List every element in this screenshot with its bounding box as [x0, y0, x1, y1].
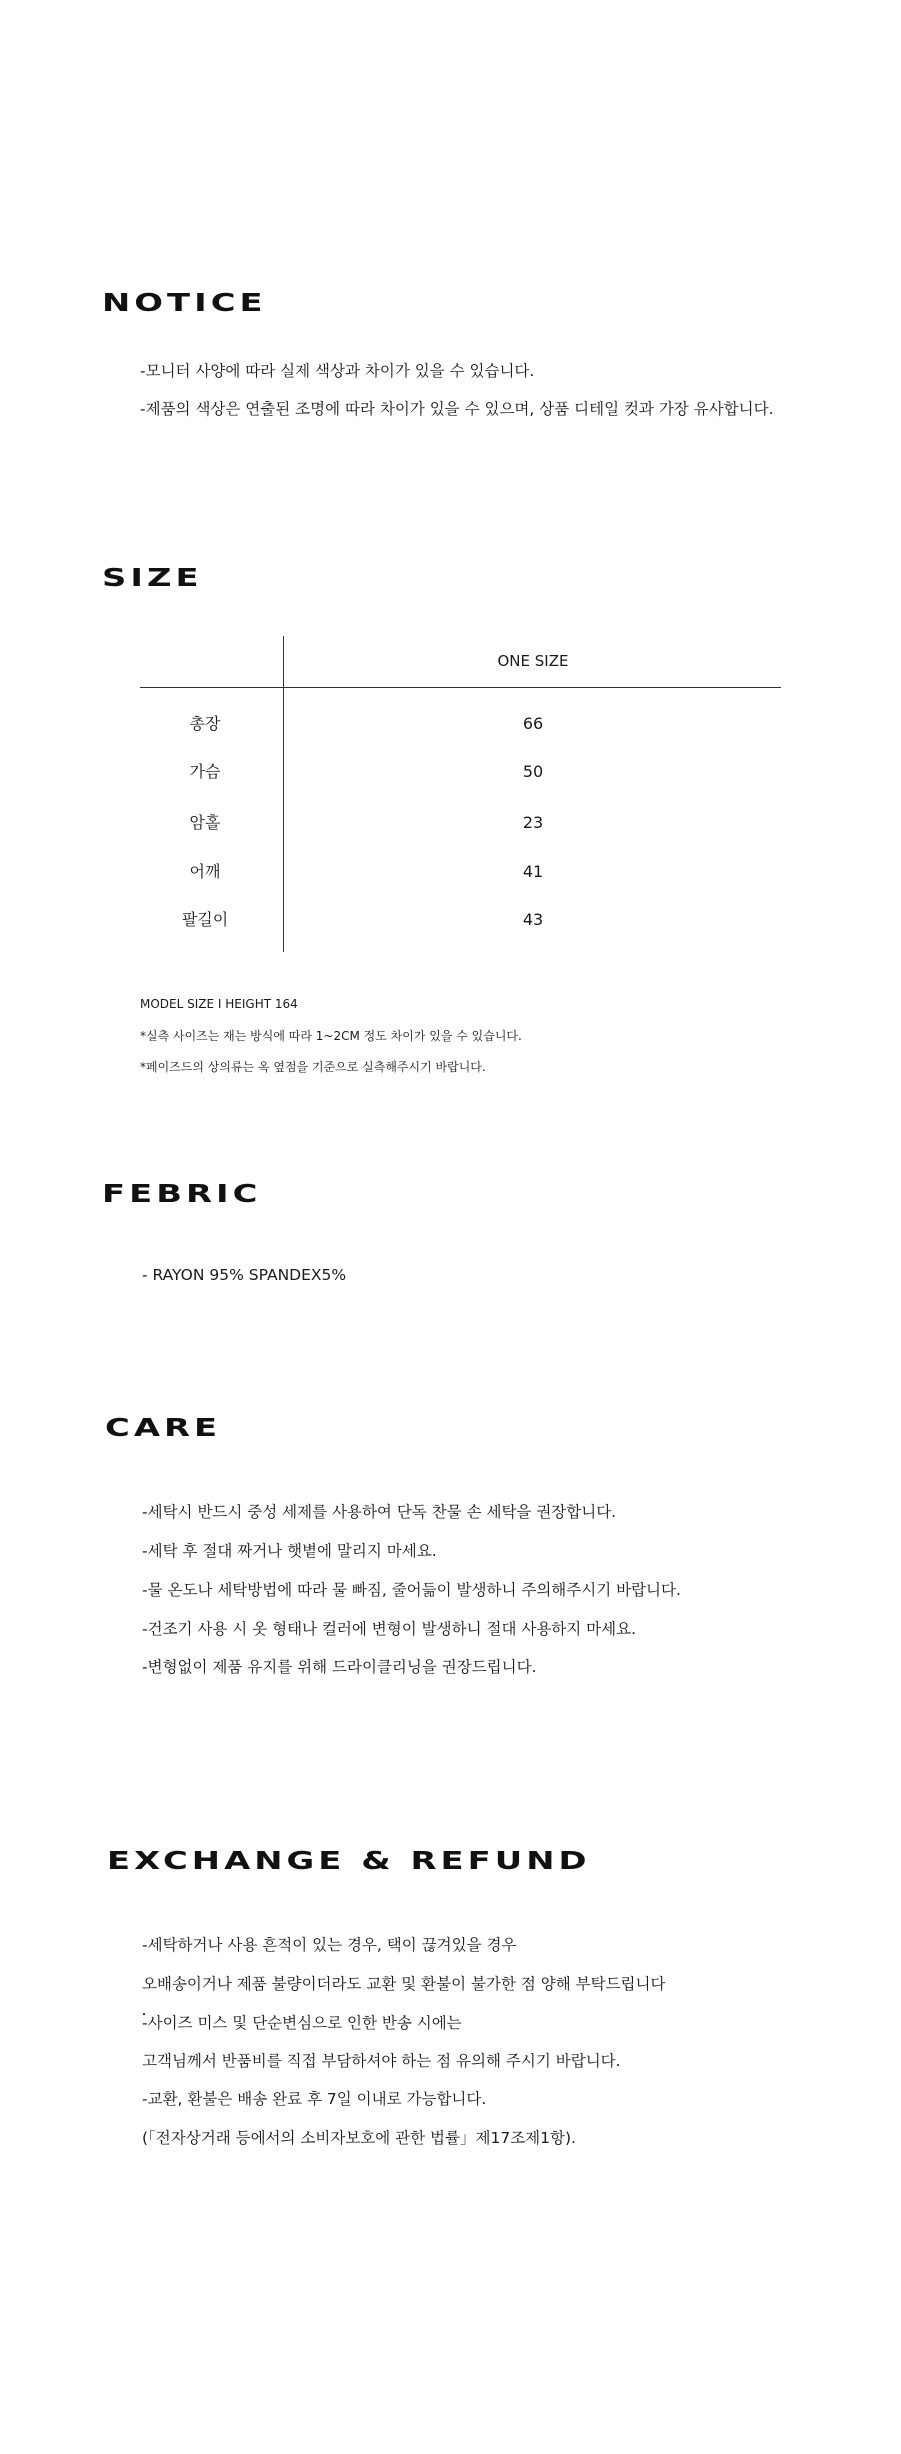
exchange-line: -교환, 환불은 배송 완료 후 7일 이내로 가능합니다.: [142, 2090, 487, 2108]
size-row-value: 66: [522, 714, 544, 733]
notice-title: NOTICE: [102, 288, 267, 317]
care-line: -물 온도나 세탁방법에 따라 물 빠짐, 줄어듦이 발생하니 주의해주시기 바랍니다.: [142, 1581, 681, 1599]
measuring-method-note: *페이즈드의 상의류는 옥 옆점을 기준으로 실측해주시기 바랍니다.: [140, 1060, 486, 1074]
care-line: -세탁 후 절대 짜거나 햇볕에 말리지 마세요.: [142, 1542, 437, 1560]
fabric-composition: - RAYON 95% SPANDEX5%: [142, 1266, 347, 1284]
size-row-label: 가슴: [189, 762, 221, 781]
size-row-label: 팔길이: [181, 910, 229, 929]
model-size-note: MODEL SIZE I HEIGHT 164: [140, 997, 298, 1011]
size-row-label: 어깨: [189, 862, 221, 881]
exchange-line: -세탁하거나 사용 흔적이 있는 경우, 택이 끊겨있을 경우: [142, 1936, 517, 1954]
care-line: -변형없이 제품 유지를 위해 드라이클리닝을 권장드립니다.: [142, 1658, 537, 1676]
size-row-label: 총장: [189, 714, 221, 733]
size-row-value: 41: [522, 862, 544, 881]
exchange-refund-title: EXCHANGE & REFUND: [107, 1846, 591, 1875]
table-divider-vertical: [283, 636, 284, 952]
size-row-value: 23: [522, 813, 544, 832]
exchange-line: -사이즈 미스 및 단순변심으로 인한 반송 시에는: [142, 2014, 462, 2032]
exchange-line: 고객님께서 반품비를 직접 부담하셔야 하는 점 유의해 주시기 바랍니다.: [142, 2052, 621, 2070]
exchange-line: 오배송이거나 제품 불량이더라도 교환 및 환불이 불가한 점 양해 부탁드립니다: [142, 1975, 666, 1993]
size-row-label: 암홀: [189, 813, 221, 832]
size-title: SIZE: [102, 563, 203, 592]
care-title: CARE: [105, 1413, 222, 1442]
exchange-line: (「전자상거래 등에서의 소비자보호에 관한 법률」제17조제1항).: [142, 2129, 576, 2147]
column-header-one-size: ONE SIZE: [497, 652, 569, 670]
care-line: -건조기 사용 시 옷 형태나 컬러에 변형이 발생하니 절대 사용하지 마세요.: [142, 1620, 637, 1638]
fabric-title: FEBRIC: [102, 1179, 262, 1208]
size-row-value: 50: [522, 762, 544, 781]
notice-line-2: -제품의 색상은 연출된 조명에 따라 차이가 있을 수 있으며, 상품 디테일 컷과 가장 유사합니다.: [140, 400, 774, 418]
notice-line-1: -모니터 사양에 따라 실제 색상과 차이가 있을 수 있습니다.: [140, 362, 535, 380]
measurement-note: *실측 사이즈는 재는 방식에 따라 1~2CM 정도 차이가 있을 수 있습니다.: [140, 1029, 522, 1043]
size-row-value: 43: [522, 910, 544, 929]
table-divider-horizontal: [140, 687, 781, 688]
care-line: -세탁시 반드시 중성 세제를 사용하여 단독 찬물 손 세탁을 권장합니다.: [142, 1503, 617, 1521]
